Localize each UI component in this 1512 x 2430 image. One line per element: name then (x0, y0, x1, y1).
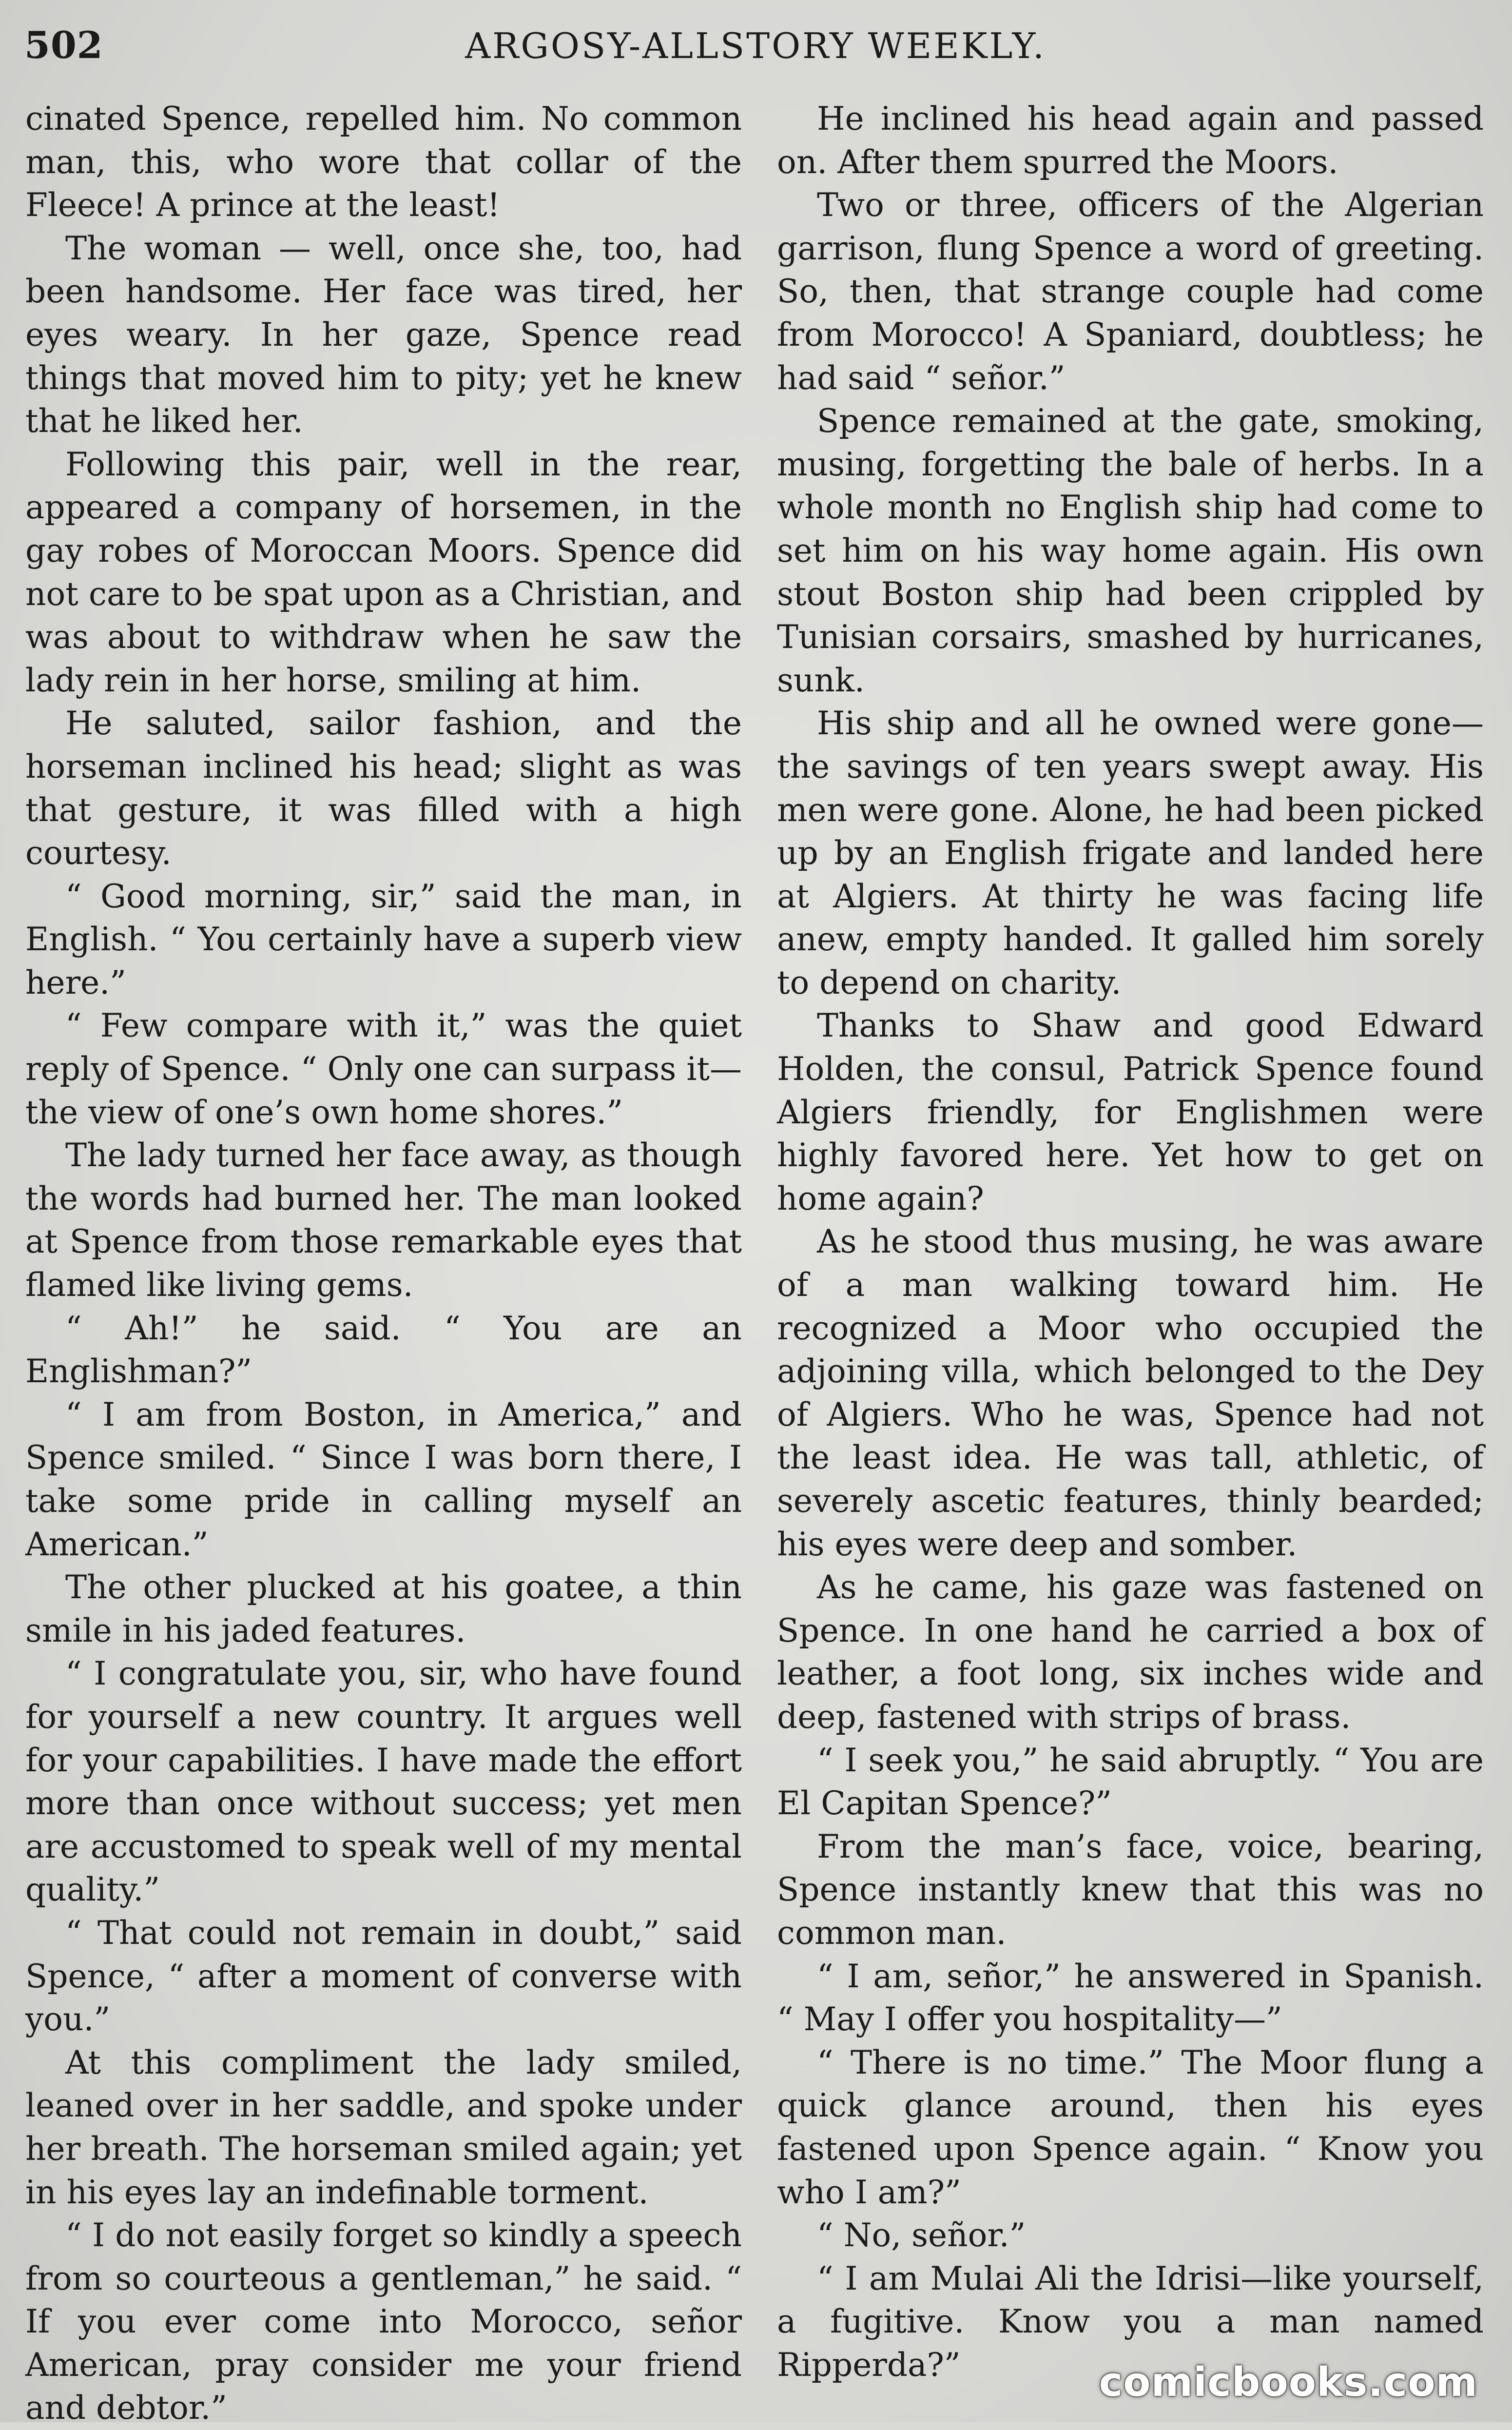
paragraph: His ship and all he owned were gone—the savings of ten years swept away. His men were gone. Alone, he had been picked up by an English frigate and landed here at Algiers. At thirty he was facing life anew, empty handed. It galled him sorely to depend on charity. (777, 705, 1484, 1001)
paragraph: Following this pair, well in the rear, appeared a company of horsemen, in the gay robes of Moroccan Moors. Spence did not care to be spat upon as a Christian, and was about to withdraw when he saw the lady rein in her horse, smiling at him. (25, 445, 742, 699)
paragraph: “ There is no time.” The Moor flung a quick glance around, then his eyes fastened upon Spence again. “ Know you who I am?” (777, 2043, 1484, 2211)
paragraph: As he stood thus musing, he was aware of a man walking toward him. He recognized a Moor who occupied the adjoining villa, which belonged to the Dey of Algiers. Who he was, Spence had not the least idea. He was tall, athletic, of severely ascetic features, thinly bearded; his eyes were deep and somber. (777, 1223, 1484, 1563)
running-head: ARGOSY-ALLSTORY WEEKLY. (465, 25, 1046, 66)
paragraph: The other plucked at his goatee, a thin smile in his jaded features. (25, 1568, 742, 1649)
paragraph: “ I am, señor,” he answered in Spanish. “ May I offer you hospitality—” (777, 1957, 1484, 2038)
paragraph: “ Few compare with it,” was the quiet reply of Spence. “ Only one can surpass it—the view of one’s own home shores.” (25, 1007, 742, 1131)
paragraph: “ That could not remain in doubt,” said Spence, “ after a moment of converse with you.” (25, 1914, 742, 2038)
paragraph: The woman — well, once she, too, had been handsome. Her face was tired, her eyes weary. In her gaze, Spence read things that moved him to pity; yet he knew that he liked her. (25, 229, 742, 440)
paragraph: He inclined his head again and passed on. After them spurred the Moors. (777, 100, 1484, 181)
paragraph: Two or three, officers of the Algerian garrison, flung Spence a word of greeting. So, then, that strange couple had come from Morocco! A Spaniard, doubtless; he had said “ señor.” (777, 186, 1484, 397)
page-number: 502 (24, 23, 103, 67)
page-header (24, 14, 1487, 77)
paragraph: The lady turned her face away, as though the words had burned her. The man looked at Spence from those remarkable eyes that flamed like living gems. (25, 1137, 742, 1304)
paragraph: “ No, señor.” (817, 2216, 1026, 2254)
paragraph: As he came, his gaze was fastened on Spence. In one hand he carried a box of leather, a foot long, six inches wide and deep, fastened with strips of brass. (777, 1568, 1484, 1736)
paragraph: “ Ah!” he said. “ You are an Englishman?” (25, 1309, 742, 1391)
paragraph: He saluted, sailor fashion, and the horseman inclined his head; slight as was that gesture, it was filled with a high courtesy. (25, 705, 742, 872)
watermark: comicbooks.com (1099, 2359, 1478, 2406)
paragraph: “ Good morning, sir,” said the man, in English. “ You certainly have a superb view here.” (25, 877, 742, 1001)
paragraph: “ I seek you,” he said abruptly. “ You are El Capitan Spence?” (777, 1741, 1484, 1822)
paragraph: “ I congratulate you, sir, who have found for yourself a new country. It argues well for your capabilities. I have made the effort more than once without success; yet men are accustomed to speak well of my mental quality.” (25, 1655, 742, 1909)
paragraph: cinated Spence, repelled him. No common man, this, who wore that collar of the Fleece! A prince at the least! (25, 100, 742, 224)
right-column (777, 98, 1484, 2387)
paragraph: From the man’s face, voice, bearing, Spence instantly knew that this was no common man. (777, 1827, 1484, 1952)
left-column (25, 98, 742, 2430)
paragraph: “ I do not easily forget so kindly a speech from so courteous a gentleman,” he said. “ If you ever come into Morocco, señor American, pray consider me your friend and debtor.” (25, 2216, 742, 2427)
paragraph: At this compliment the lady smiled, leaned over in her saddle, and spoke under her breath. The horseman smiled again; yet in his eyes lay an indefinable torment. (25, 2043, 742, 2211)
paragraph: “ I am Mulai Ali the Idrisi—like yourself, a fugitive. Know you a man named Ripperda?” (777, 2259, 1484, 2384)
paragraph: “ I am from Boston, in America,” and Spence smiled. “ Since I was born there, I take some pride in calling myself an American.” (25, 1395, 742, 1563)
paragraph: Thanks to Shaw and good Edward Holden, the consul, Patrick Spence found Algiers friendly, for Englishmen were highly favored here. Yet how to get on home again? (777, 1007, 1484, 1217)
paragraph: Spence remained at the gate, smoking, musing, forgetting the bale of herbs. In a whole month no English ship had come to set him on his way home again. His own stout Boston ship had been crippled by Tunisian corsairs, smashed by hurricanes, sunk. (777, 402, 1484, 699)
